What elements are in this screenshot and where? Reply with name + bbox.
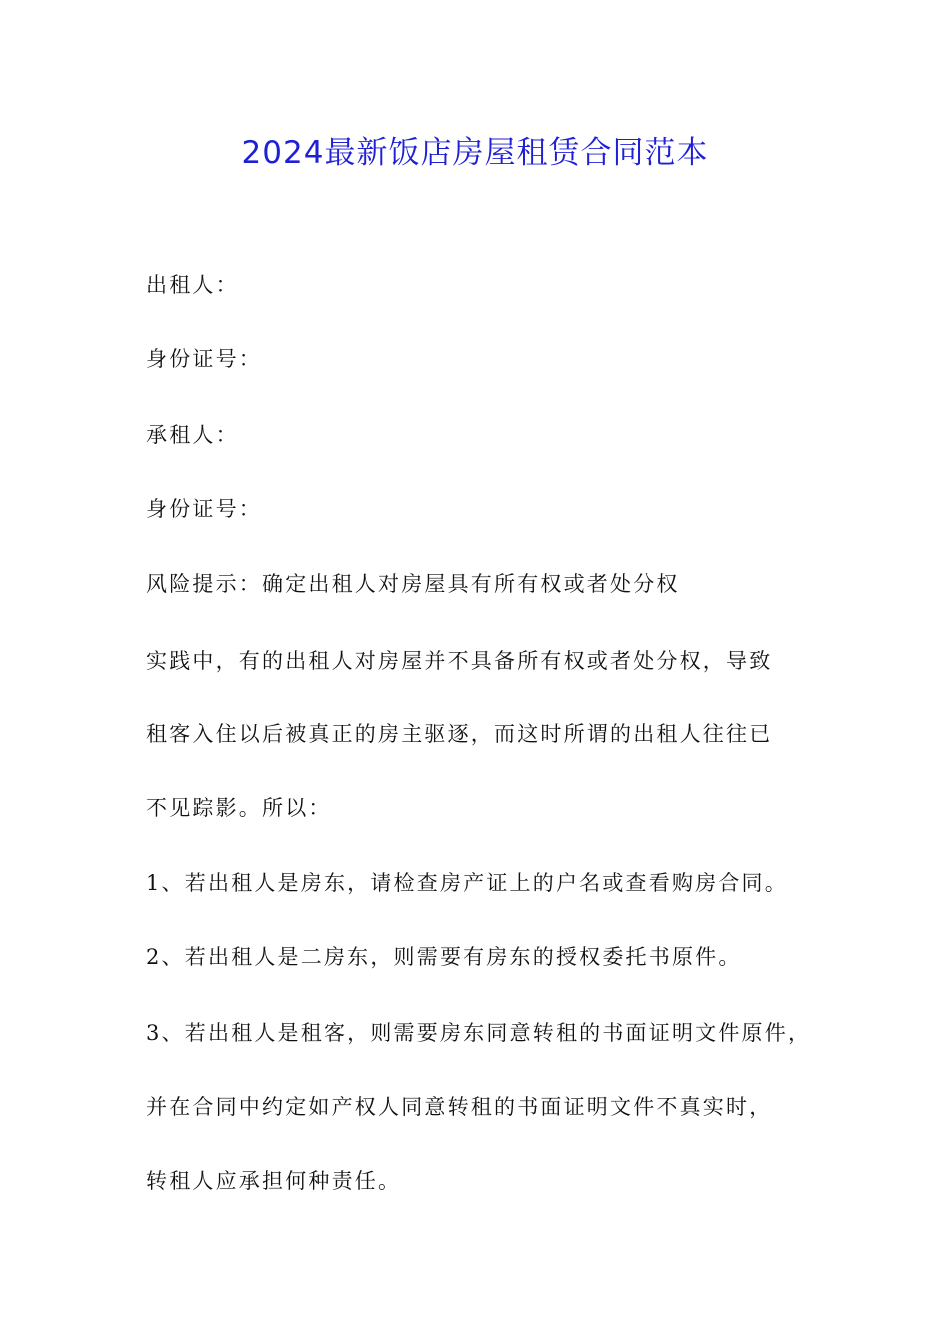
- paragraph-line: 租客入住以后被真正的房主驱逐，而这时所谓的出租人往往已: [146, 722, 773, 746]
- paragraph-line: 实践中，有的出租人对房屋并不具备所有权或者处分权，导致: [146, 649, 773, 673]
- lessee-id-field-label: 身份证号：: [146, 497, 262, 521]
- list-item: 3、若出租人是租客，则需要房东同意转租的书面证明文件原件，: [146, 1021, 812, 1045]
- lessor-id-field-label: 身份证号：: [146, 347, 262, 371]
- paragraph-line: 不见踪影。所以：: [146, 796, 332, 820]
- list-item: 1、若出租人是房东，请检查房产证上的户名或查看购房合同。: [146, 871, 788, 895]
- risk-notice-heading: 风险提示：确定出租人对房屋具有所有权或者处分权: [146, 572, 680, 596]
- document-title: 2024最新饭店房屋租赁合同范本: [241, 135, 709, 171]
- list-item: 2、若出租人是二房东，则需要有房东的授权委托书原件。: [146, 945, 742, 969]
- lessee-field-label: 承租人：: [146, 423, 239, 447]
- lessor-field-label: 出租人：: [146, 273, 239, 297]
- paragraph-line: 并在合同中约定如产权人同意转租的书面证明文件不真实时，: [146, 1095, 773, 1119]
- paragraph-line: 转租人应承担何种责任。: [146, 1169, 402, 1193]
